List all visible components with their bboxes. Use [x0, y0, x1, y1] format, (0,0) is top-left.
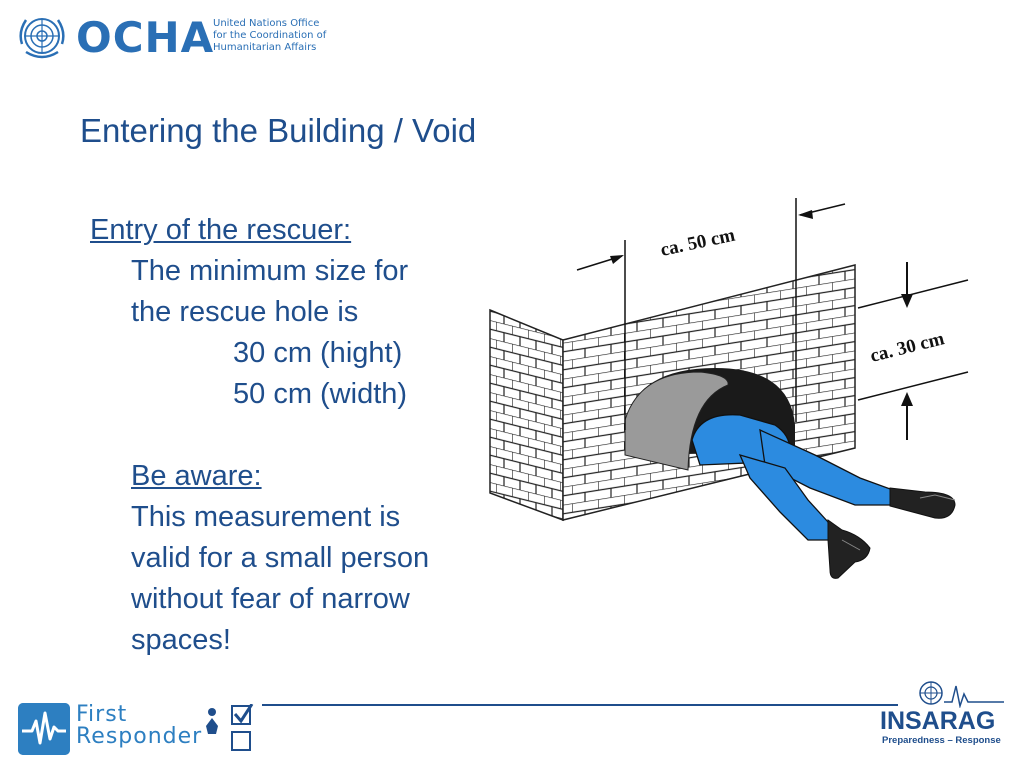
ocha-name-line: for the Coordination of [213, 30, 327, 41]
body-line: without fear of narrow [131, 583, 410, 615]
ocha-wordmark: OCHA [76, 13, 215, 62]
first-responder-wordmark [76, 704, 202, 748]
body-line: The minimum size for [131, 255, 409, 287]
first-responder-line: First [76, 702, 128, 727]
body-line-width-value: 50 cm (width) [233, 378, 408, 410]
body-line: the rescue hole is [131, 296, 359, 328]
checklist-icon [202, 704, 258, 754]
height-dimension-label: ca. 30 cm [868, 328, 947, 367]
un-emblem-icon [918, 680, 944, 706]
body-line-heading: Entry of the rescuer: [90, 214, 352, 246]
ocha-name-line: United Nations Office [213, 18, 320, 29]
body-line-height-value: 30 cm (hight) [233, 337, 403, 369]
ocha-full-name [213, 18, 326, 54]
first-responder-line: Responder [76, 724, 203, 749]
footer-divider [262, 704, 898, 706]
insarag-wordmark: INSARAG [880, 707, 996, 735]
rescue-hole-illustration [485, 195, 990, 590]
ocha-name-line: Humanitarian Affairs [213, 42, 317, 53]
body-line: valid for a small person [131, 542, 430, 574]
body-line-blank [90, 415, 429, 456]
un-emblem-icon [16, 14, 68, 62]
heartbeat-pulse-icon [944, 678, 1004, 708]
insarag-tagline: Preparedness – Response [882, 735, 1001, 746]
slide-body [90, 210, 429, 661]
slide-title: Entering the Building / Void [80, 112, 477, 149]
first-responder-logo-icon [18, 703, 70, 755]
width-dimension-label: ca. 50 cm [658, 224, 737, 261]
body-line-warning-heading: Be aware: [131, 460, 262, 492]
body-line: spaces! [131, 624, 231, 656]
body-line: This measurement is [131, 501, 401, 533]
